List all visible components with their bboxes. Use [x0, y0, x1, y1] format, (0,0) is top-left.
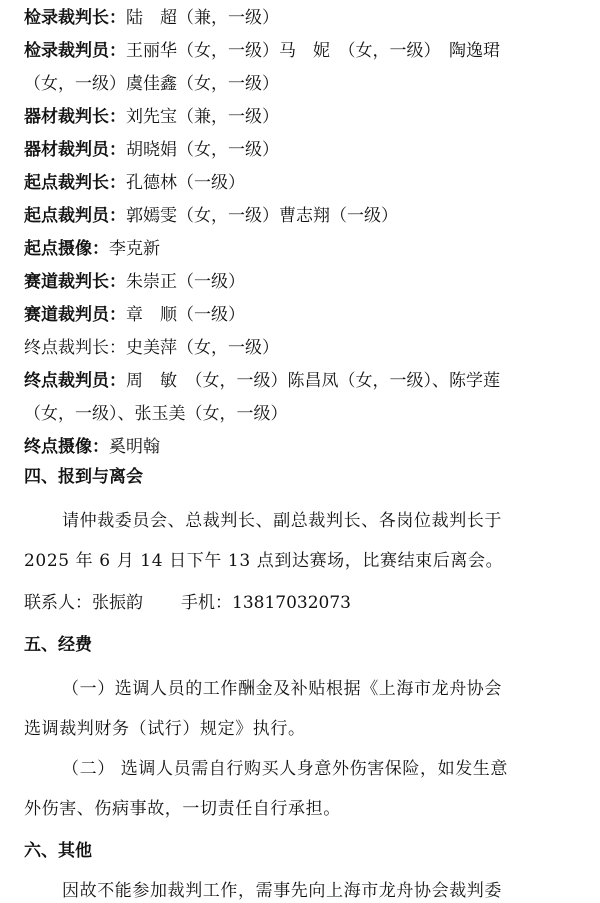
official-role-label: 赛道裁判长： — [24, 272, 126, 292]
section-4-heading: 四、报到与离会 — [24, 467, 143, 487]
contact-phone: 手机：13817032073 — [181, 593, 351, 613]
official-names: 周 敏 （女，一级）陈昌凤（女，一级）、陈学莲 — [126, 371, 500, 391]
section-5-item-2-line-1: （二） 选调人员需自行购买人身意外伤害保险，如发生意 — [62, 759, 509, 779]
official-names: 王丽华（女，一级）马 妮 （女，一级） 陶逸珺 — [126, 41, 500, 61]
contact-person: 联系人：张振韵 — [24, 593, 143, 613]
official-row — [24, 238, 590, 260]
official-role-label: 终点裁判员： — [24, 371, 126, 391]
official-role-label: 起点摄像： — [24, 239, 109, 259]
section-6-heading: 六、其他 — [24, 841, 92, 861]
official-names: 朱崇正（一级） — [126, 272, 245, 292]
official-row — [24, 436, 590, 458]
official-names: 奚明翰 — [109, 437, 160, 457]
section-4-paragraph-line-1: 请仲裁委员会、总裁判长、副总裁判长、各岗位裁判长于 — [62, 511, 502, 531]
official-row — [24, 106, 590, 128]
official-names: 郭嫣雯（女，一级）曹志翔（一级） — [126, 206, 398, 226]
official-names: （女，一级）、张玉美（女，一级） — [24, 404, 288, 424]
section-5-heading: 五、经费 — [24, 635, 92, 655]
official-row — [24, 403, 590, 425]
contact-line — [24, 592, 590, 614]
section-4-paragraph-line-2: 2025 年 6 月 14 日下午 13 点到达赛场，比赛结束后离会。 — [24, 551, 504, 571]
official-role-label: 检录裁判长： — [24, 8, 126, 28]
official-role-label: 终点摄像： — [24, 437, 109, 457]
official-role-label: 赛道裁判员： — [24, 305, 126, 325]
official-row — [24, 370, 590, 392]
section-6-paragraph-line-1: 因故不能参加裁判工作，需事先向上海市龙舟协会裁判委 — [62, 881, 502, 901]
official-row — [24, 337, 590, 359]
official-role-label: 起点裁判员： — [24, 206, 126, 226]
official-row — [24, 172, 590, 194]
official-names: 章 顺（一级） — [126, 305, 245, 325]
official-role-label: 检录裁判员： — [24, 41, 126, 61]
official-row — [24, 7, 590, 29]
official-names: 李克新 — [109, 239, 160, 259]
official-role-label: 器材裁判员： — [24, 140, 126, 160]
official-role-label: 器材裁判长： — [24, 107, 126, 127]
official-role-label: 终点裁判长： — [24, 338, 126, 358]
official-names: （女，一级）虞佳鑫（女，一级） — [24, 74, 279, 94]
official-names: 胡晓娟（女，一级） — [126, 140, 279, 160]
official-names: 刘先宝（兼，一级） — [126, 107, 279, 127]
official-names: 史美萍（女，一级） — [126, 338, 279, 358]
official-row — [24, 139, 590, 161]
section-5-item-2-line-2: 外伤害、伤病事故，一切责任自行承担。 — [24, 799, 341, 819]
section-5-item-1-line-1: （一）选调人员的工作酬金及补贴根据《上海市龙舟协会 — [62, 679, 502, 699]
official-row — [24, 271, 590, 293]
section-5-item-1-line-2: 选调裁判财务（试行）规定》执行。 — [24, 719, 306, 739]
official-names: 孔德林（一级） — [126, 173, 245, 193]
official-row — [24, 40, 590, 62]
official-row — [24, 205, 590, 227]
official-role-label: 起点裁判长： — [24, 173, 126, 193]
official-row — [24, 73, 590, 95]
official-row — [24, 304, 590, 326]
official-names: 陆 超（兼，一级） — [126, 8, 279, 28]
